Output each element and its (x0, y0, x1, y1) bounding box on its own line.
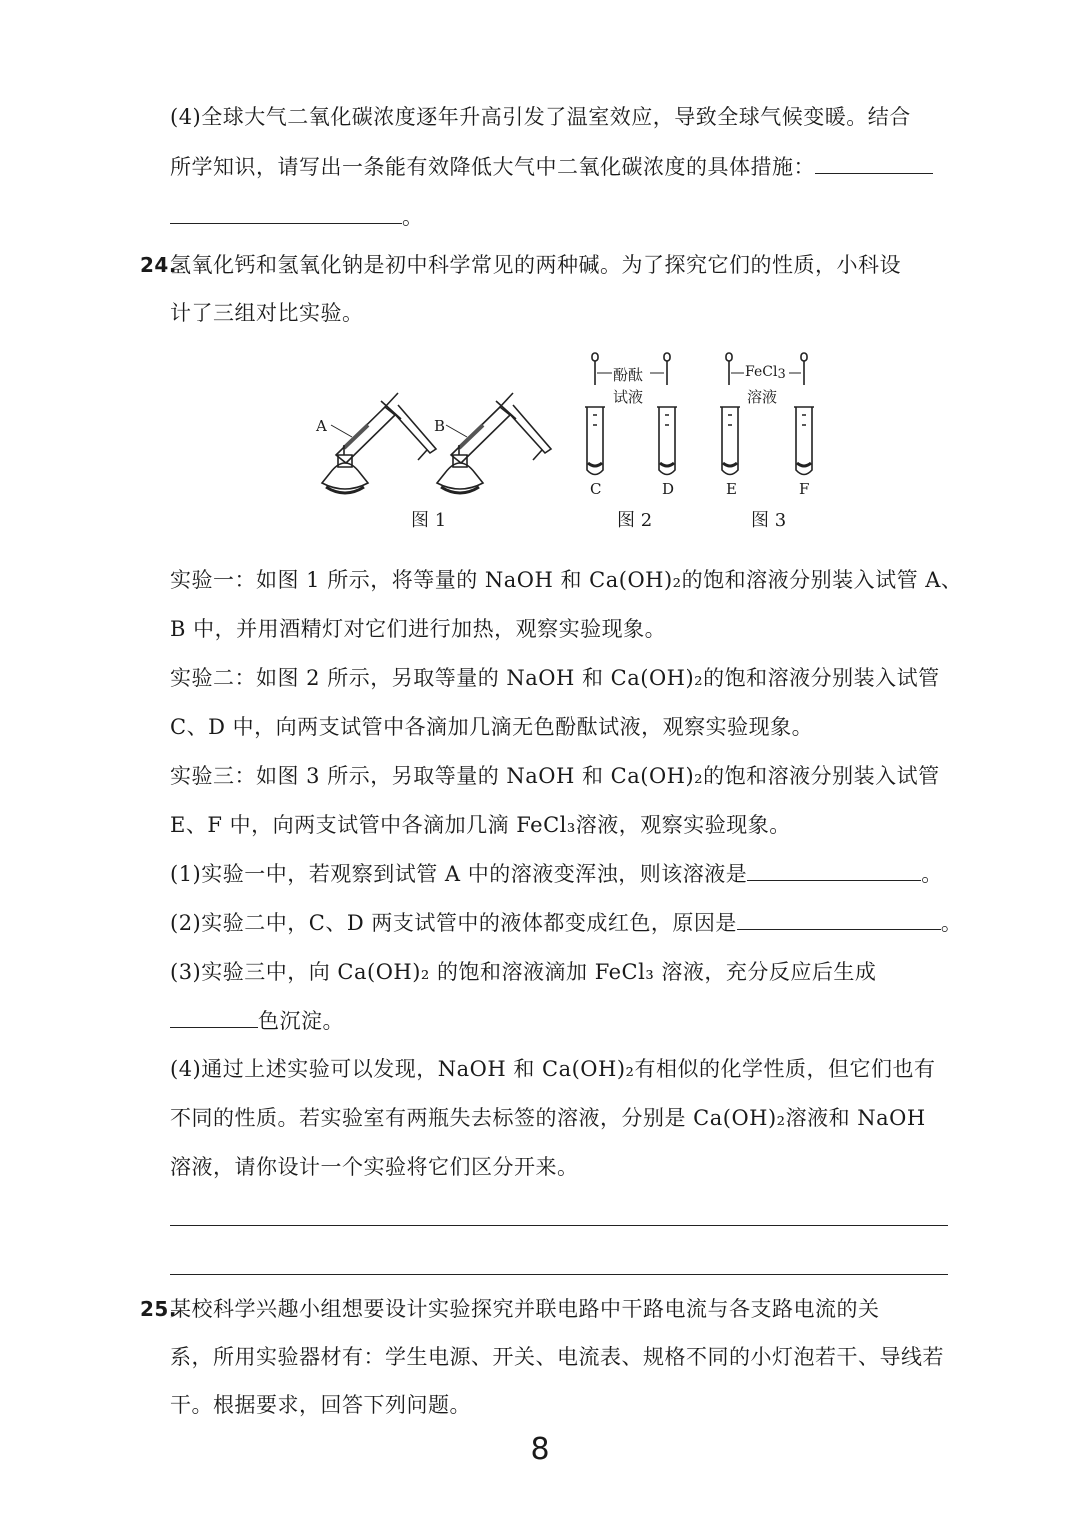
q24-intro-line1: 氢氧化钙和氢氧化钠是初中科学常见的两种碱。为了探究它们的性质，小科设 (170, 253, 901, 277)
heating-setup-b (437, 393, 551, 493)
dropper-d (664, 353, 670, 385)
q24-intro-line2: 计了三组对比实验。 (170, 301, 364, 325)
period: 。 (402, 205, 424, 229)
q23-part4-line3 (170, 202, 424, 232)
label-b: B (434, 417, 446, 435)
q23-part4-line2 (170, 152, 933, 182)
label-c: C (590, 480, 602, 498)
exp2-line2: C、D 中，向两支试管中各滴加几滴无色酚酞试液，观察实验现象。 (170, 715, 814, 739)
exp1-line1: 实验一：如图 1 所示，将等量的 NaOH 和 Ca(OH)₂的饱和溶液分别装入试管 A、 (170, 568, 963, 592)
figure-caption-1: 图 1 (411, 510, 447, 531)
test-tube-d (657, 407, 677, 475)
q24-sub3-text: 色沉淀。 (258, 1009, 344, 1033)
answer-blank[interactable] (737, 909, 941, 930)
dropper-c (592, 353, 598, 385)
reagent-phenolphthalein-line1: 酚酞 (613, 366, 644, 384)
answer-line[interactable] (170, 1274, 948, 1275)
answer-blank[interactable] (170, 1007, 258, 1028)
label-a: A (316, 417, 327, 435)
reagent-fecl3-line1: FeCl$_3$ (745, 364, 786, 382)
answer-blank[interactable] (747, 860, 921, 881)
q25-line2: 系，所用实验器材有：学生电源、开关、电流表、规格不同的小灯泡若干、导线若 (170, 1345, 944, 1369)
q23-part4-text: 所学知识，请写出一条能有效降低大气中二氧化碳浓度的具体措施： (170, 155, 815, 179)
exp3-line2: E、F 中，向两支试管中各滴加几滴 FeCl₃溶液，观察实验现象。 (170, 813, 791, 837)
exp3-line1: 实验三：如图 3 所示，另取等量的 NaOH 和 Ca(OH)₂的饱和溶液分别装入试管 (170, 764, 940, 788)
dropper-e (726, 353, 732, 385)
q24-sub4-line2: 不同的性质。若实验室有两瓶失去标签的溶液，分别是 Ca(OH)₂溶液和 NaOH (170, 1106, 926, 1130)
q24-number: 24. (140, 253, 177, 277)
label-f: F (799, 480, 810, 498)
figure-caption-2: 图 2 (617, 510, 653, 531)
experiment-figure (0, 345, 1080, 525)
test-tube-f (794, 407, 814, 475)
page-number: 8 (530, 1432, 550, 1467)
exp1-line2: B 中，并用酒精灯对它们进行加热，观察实验现象。 (170, 617, 667, 641)
period: 。 (940, 911, 963, 935)
label-e: E (726, 480, 737, 498)
test-tube-e (720, 407, 740, 475)
answer-blank[interactable] (815, 153, 933, 174)
answer-blank[interactable] (170, 203, 402, 224)
q24-sub1 (170, 859, 943, 889)
q24-sub3-line1: (3)实验三中，向 Ca(OH)₂ 的饱和溶液滴加 FeCl₃ 溶液，充分反应后生成 (170, 960, 877, 984)
dropper-f (801, 353, 807, 385)
q24-sub4-line3: 溶液，请你设计一个实验将它们区分开来。 (170, 1155, 579, 1179)
q24-sub3-line2 (170, 1006, 344, 1036)
q24-sub4-line1: (4)通过上述实验可以发现，NaOH 和 Ca(OH)₂有相似的化学性质，但它们也有 (170, 1057, 936, 1081)
answer-line[interactable] (170, 1225, 948, 1226)
test-tube-c (585, 407, 605, 475)
figure-caption-3: 图 3 (751, 510, 787, 531)
heating-setup-a (322, 393, 436, 493)
q23-part4-line1: (4)全球大气二氧化碳浓度逐年升高引发了温室效应，导致全球气候变暖。结合 (170, 105, 911, 129)
exp2-line1: 实验二：如图 2 所示，另取等量的 NaOH 和 Ca(OH)₂的饱和溶液分别装入试管 (170, 666, 940, 690)
label-d: D (662, 480, 675, 498)
q25-line3: 干。根据要求，回答下列问题。 (170, 1393, 471, 1417)
reagent-fecl3-line2: 溶液 (747, 388, 778, 406)
q25-line1: 某校科学兴趣小组想要设计实验探究并联电路中干路电流与各支路电流的关 (170, 1297, 880, 1321)
q25-number: 25. (140, 1297, 177, 1321)
q24-sub2-text: (2)实验二中，C、D 两支试管中的液体都变成红色，原因是 (170, 911, 737, 935)
q24-sub1-text: (1)实验一中，若观察到试管 A 中的溶液变浑浊，则该溶液是 (170, 862, 748, 886)
period: 。 (921, 862, 943, 886)
q24-sub2 (170, 908, 962, 938)
reagent-phenolphthalein-line2: 试液 (613, 388, 644, 406)
